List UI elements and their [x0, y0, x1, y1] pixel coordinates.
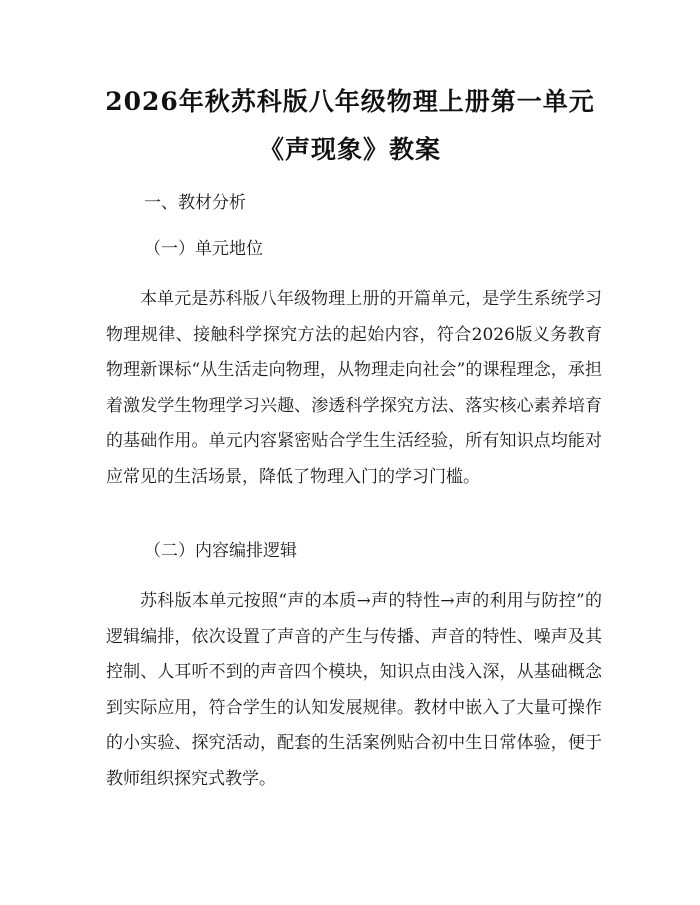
document-title-line-1: 2026年秋苏科版八年级物理上册第一单元 — [105, 87, 595, 116]
paragraph-content-arrangement: 苏科版本单元按照“声的本质→声的特性→声的利用与防控”的逻辑编排，依次设置了声音的产生与传播、声音的特性、噪声及其控制、人耳听不到的声音四个模块，知识点由浅入深，从基础概念到实际应用，符合学生的认知发展规律。教材中嵌入了大量可操作的小实验、探究活动，配套的生活案例贴合初中生日常体验，便于教师组织探究式教学。 — [106, 591, 602, 789]
subsection-heading-content-arrangement: （二）内容编排逻辑 — [144, 541, 297, 561]
subsection-heading-unit-position: （一）单元地位 — [144, 239, 263, 259]
paragraph-unit-position: 本单元是苏科版八年级物理上册的开篇单元，是学生系统学习物理规律、接触科学探究方法的起始内容，符合2026版义务教育物理新课标“从生活走向物理，从物理走向社会”的课程理念，承担着激发学生物理学习兴趣、渗透科学探究方法、落实核心素养培育的基础作用。单元内容紧密贴合学生生活经验，所有知识点均能对应常见的生活场景，降低了物理入门的学习门槛。 — [106, 289, 602, 487]
section-heading-teaching-material-analysis: 一、教材分析 — [144, 193, 246, 213]
document-title-line-2: 《声现象》教案 — [258, 135, 441, 164]
